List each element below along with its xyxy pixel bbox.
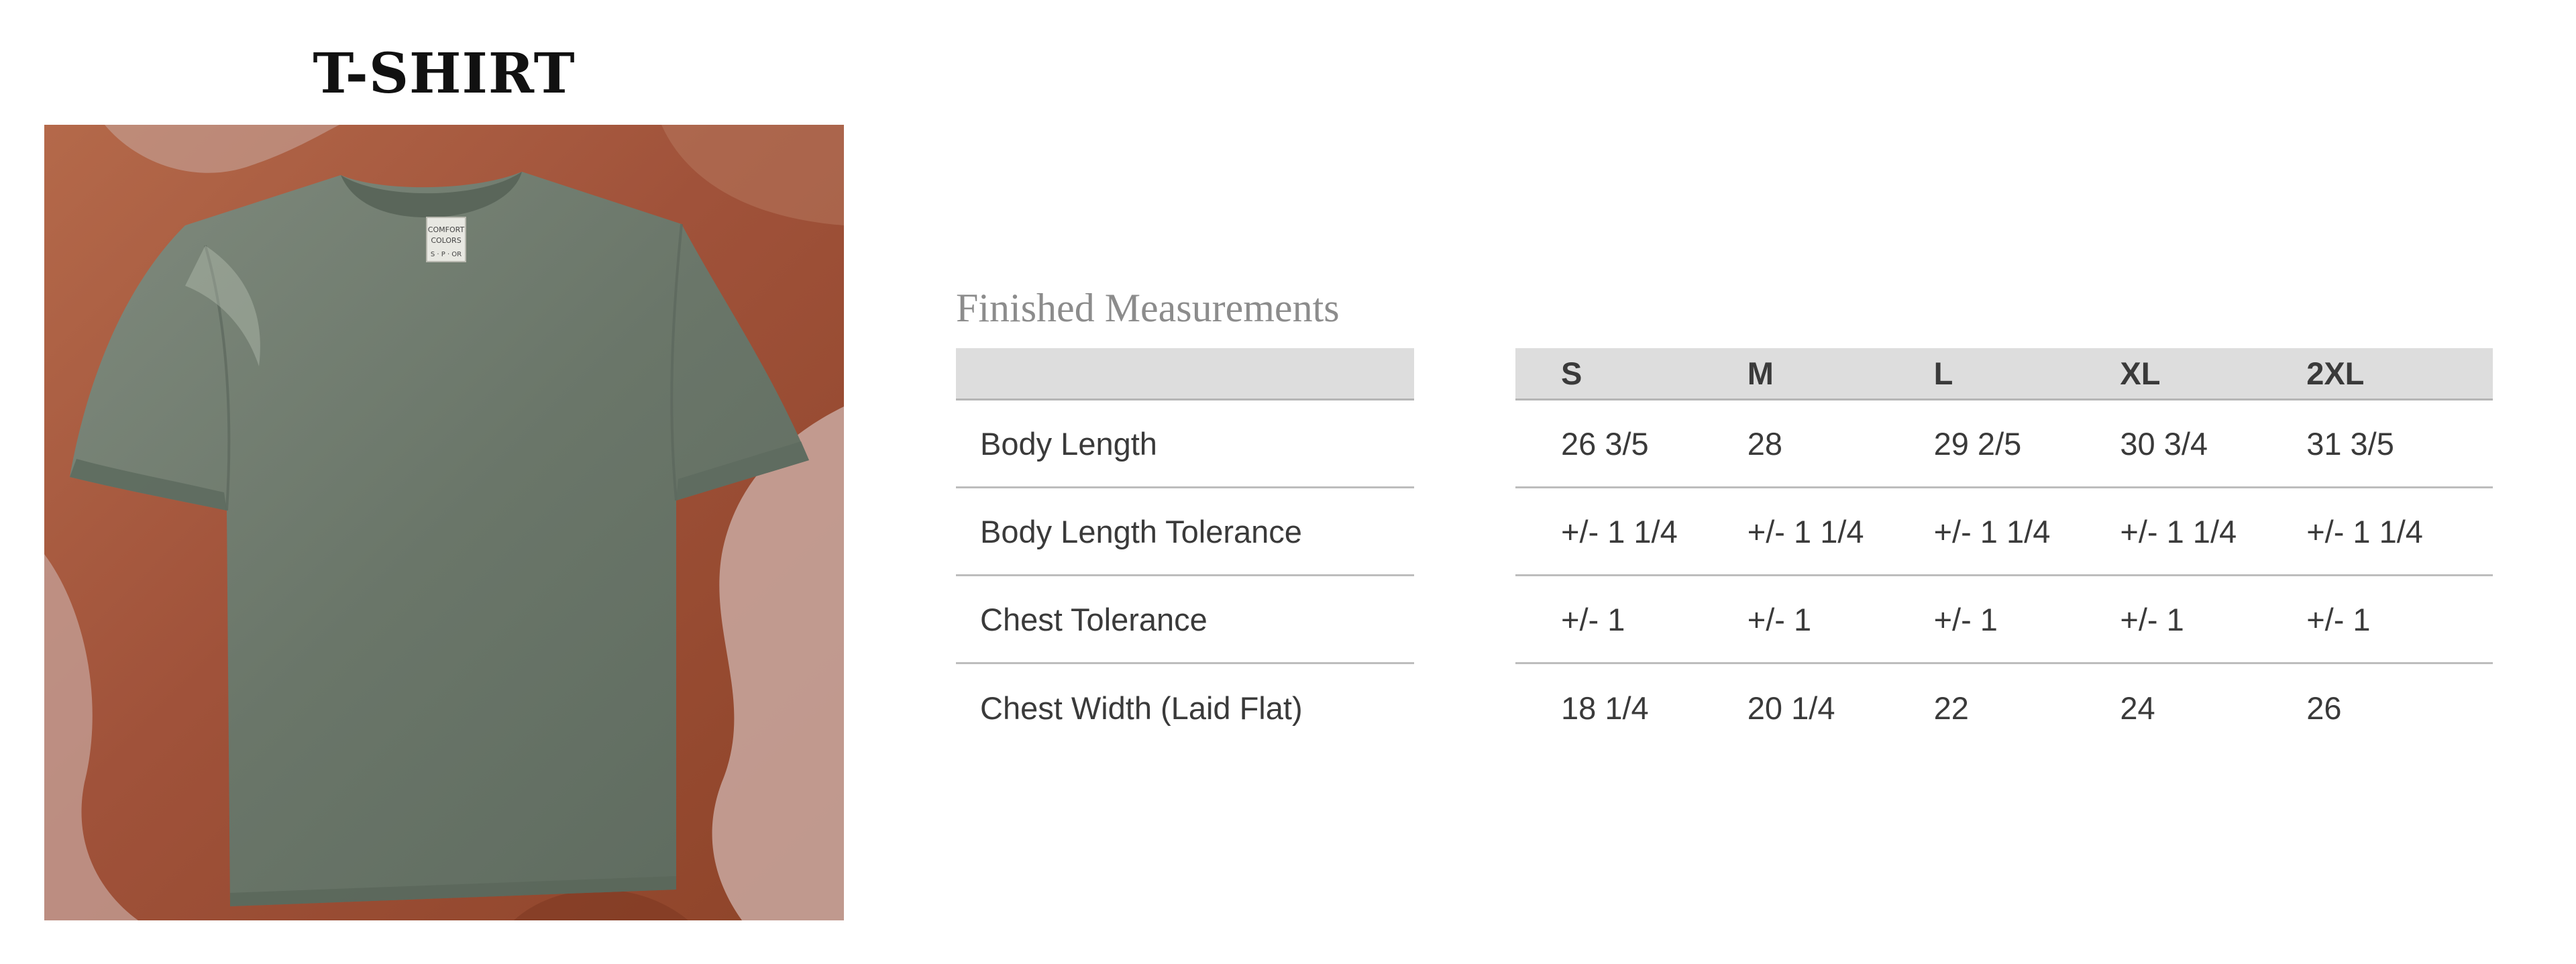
neck-label-line-1: COMFORT	[427, 225, 465, 234]
table-cell: +/- 1	[1747, 601, 1812, 637]
table-cell: +/- 1	[1933, 601, 1998, 637]
size-header-xl: XL	[2120, 356, 2161, 391]
label-chest-width: Chest Width (Laid Flat)	[980, 690, 1303, 726]
label-chest-tolerance: Chest Tolerance	[956, 576, 1414, 664]
table-cell: +/- 1	[1561, 601, 1625, 637]
table-cell: +/- 1 1/4	[1933, 513, 2051, 549]
labels-header	[956, 348, 1414, 400]
size-header-m: M	[1747, 356, 1774, 391]
table-row-body-length-tolerance	[1515, 488, 2493, 576]
measurement-labels-table	[956, 348, 1414, 752]
table-cell: 26 3/5	[1561, 425, 1649, 462]
measurement-values-table	[1515, 348, 2493, 752]
size-header-2xl: 2XL	[2306, 356, 2365, 391]
table-row-chest-width	[1515, 664, 2493, 752]
table-cell: 28	[1747, 425, 1783, 462]
tshirt-photo-icon	[44, 125, 844, 920]
table-row-chest-tolerance	[1515, 576, 2493, 664]
table-cell: 29 2/5	[1933, 425, 2022, 462]
table-cell: +/- 1	[2306, 601, 2371, 637]
table-cell: +/- 1 1/4	[2120, 513, 2237, 549]
size-header-s: S	[1561, 356, 1582, 391]
table-cell: +/- 1 1/4	[1561, 513, 1678, 549]
size-header-l: L	[1933, 356, 1953, 391]
label-body-length-tolerance: Body Length Tolerance	[956, 488, 1414, 576]
neck-label-line-2: COLORS	[431, 236, 462, 245]
table-cell: 24	[2120, 690, 2155, 726]
table-cell: +/- 1 1/4	[2306, 513, 2423, 549]
neck-label-line-3: S · P · OR	[430, 251, 462, 258]
table-cell: 30 3/4	[2120, 425, 2208, 462]
table-cell: 22	[1933, 690, 1969, 726]
product-photo	[44, 125, 844, 920]
section-heading: Finished Measurements	[956, 286, 1340, 330]
label-body-length: Body Length	[956, 400, 1414, 488]
table-cell: 26	[2306, 690, 2342, 726]
table-cell: 20 1/4	[1747, 690, 1835, 726]
product-title: T-SHIRT	[313, 42, 576, 106]
table-row-body-length	[1515, 400, 2493, 488]
table-cell: 31 3/5	[2306, 425, 2394, 462]
table-cell: 18 1/4	[1561, 690, 1649, 726]
table-cell: +/- 1 1/4	[1747, 513, 1864, 549]
size-header-row	[1515, 348, 2493, 400]
table-cell: +/- 1	[2120, 601, 2184, 637]
